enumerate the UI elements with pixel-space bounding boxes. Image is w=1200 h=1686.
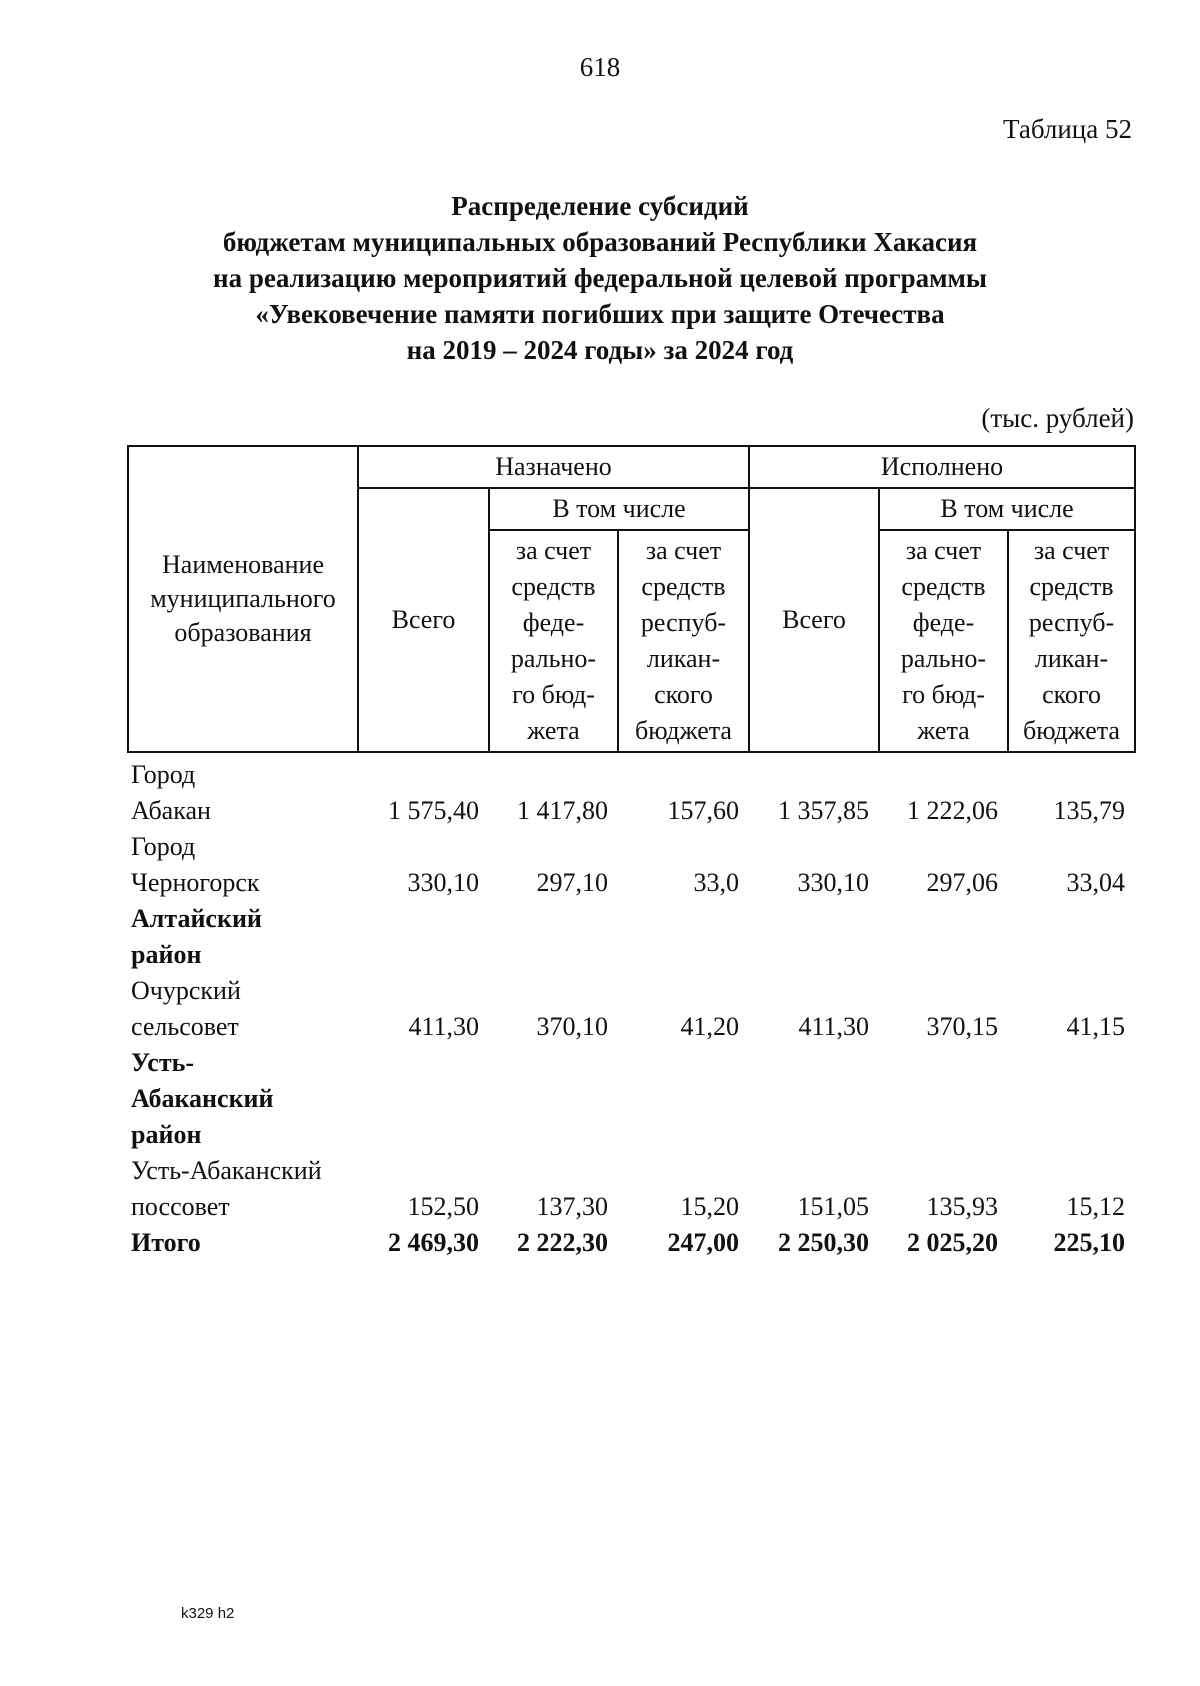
header-executed-including: В том числе: [879, 488, 1135, 530]
header-line: го бюд-: [512, 680, 595, 709]
row-name-line: Алтайский: [131, 904, 262, 933]
cell-executed-federal: 1 222,06: [907, 796, 998, 825]
header-assigned-republic: [618, 530, 749, 752]
footer-code: k329 h2: [181, 1605, 235, 1622]
header-line: го бюд-: [902, 680, 985, 709]
row-name-line: Абакан: [131, 796, 211, 825]
header-executed-federal: [879, 530, 1008, 752]
cell-executed-republic: 15,12: [1066, 1192, 1126, 1221]
header-line: ликан-: [1034, 644, 1109, 673]
cell-executed-total: 151,05: [797, 1192, 869, 1221]
cell-assigned-federal: 370,10: [536, 1012, 608, 1041]
cell-assigned-federal: [489, 1045, 618, 1153]
cell-assigned-federal: 1 417,80: [517, 796, 608, 825]
header-line: средств: [1029, 572, 1114, 601]
row-name-line: Итого: [131, 1228, 201, 1257]
table-row: [128, 752, 1135, 829]
page-number: 618: [579, 52, 621, 82]
cell-assigned-republic: [618, 1045, 749, 1153]
cell-assigned-federal: 297,10: [536, 868, 608, 897]
cell-executed-total: 1 357,85: [778, 796, 869, 825]
cell-executed-federal: [879, 901, 1008, 973]
cell-executed-total: 330,10: [797, 868, 869, 897]
cell-assigned-federal: [489, 901, 618, 973]
header-line: бюджета: [1023, 716, 1120, 745]
cell-assigned-total: 1 575,40: [388, 796, 479, 825]
cell-assigned-total: 411,30: [408, 1012, 479, 1041]
header-line: жета: [527, 716, 580, 745]
title-line: на 2019 – 2024 годы» за 2024 год: [406, 335, 794, 365]
row-name-line: Усть-: [131, 1048, 194, 1077]
header-executed-total: Всего: [749, 488, 879, 752]
cell-assigned-republic: [618, 901, 749, 973]
header-line: за счет: [515, 536, 592, 565]
header-name-line: Наименование: [162, 550, 324, 579]
cell-executed-federal: 297,06: [926, 868, 998, 897]
header-line: респуб-: [640, 608, 727, 637]
row-name: [128, 829, 358, 901]
cell-executed-total: [749, 1045, 879, 1153]
cell-assigned-republic: 15,20: [680, 1192, 739, 1221]
header-line: феде-: [912, 608, 975, 637]
row-name: [128, 1153, 358, 1225]
cell-assigned-federal: 137,30: [536, 1192, 608, 1221]
table-row-total: [128, 1225, 1135, 1261]
cell-executed-republic: 41,15: [1066, 1012, 1126, 1041]
title-line: на реализацию мероприятий федеральной целевой программы: [213, 263, 987, 293]
row-name: [128, 752, 358, 829]
row-name-line: поссовет: [131, 1192, 230, 1221]
header-assigned: Назначено: [358, 446, 749, 488]
cell-executed-republic: [1008, 1045, 1135, 1153]
row-name: [128, 1045, 358, 1153]
table-row: [128, 973, 1135, 1045]
row-name: [128, 901, 358, 973]
cell-assigned-total: 2 469,30: [388, 1228, 479, 1257]
header-name: [128, 446, 358, 752]
table-row: [128, 1153, 1135, 1225]
units-label: (тыс. рублей): [981, 403, 1134, 433]
header-executed-republic: [1008, 530, 1135, 752]
title-line: Распределение субсидий: [451, 191, 749, 221]
title-line: «Увековечение памяти погибших при защите Отечества: [255, 299, 945, 329]
table-row: [128, 829, 1135, 901]
row-name-line: Черногорск: [131, 868, 260, 897]
header-line: рально-: [510, 644, 597, 673]
row-name: [128, 1225, 358, 1261]
cell-executed-federal: 370,15: [926, 1012, 998, 1041]
cell-executed-federal: 2 025,20: [907, 1228, 998, 1257]
cell-assigned-total: 330,10: [407, 868, 479, 897]
table-row-district: [128, 1045, 1135, 1153]
header-line: средств: [901, 572, 986, 601]
cell-executed-republic: 33,04: [1066, 868, 1126, 897]
cell-executed-republic: 135,79: [1053, 796, 1126, 825]
header-executed: Исполнено: [749, 446, 1135, 488]
cell-executed-total: 411,30: [798, 1012, 869, 1041]
row-name-line: Очурский: [131, 976, 241, 1005]
cell-assigned-republic: 41,20: [680, 1012, 739, 1041]
row-name-line: Город: [131, 760, 196, 789]
header-assigned-including: В том числе: [489, 488, 749, 530]
cell-assigned-total: 152,50: [407, 1192, 479, 1221]
row-name-line: Абаканский: [131, 1084, 274, 1113]
cell-assigned-total: [358, 901, 489, 973]
header-line: рально-: [900, 644, 987, 673]
cell-assigned-republic: 247,00: [667, 1228, 739, 1257]
header-line: за счет: [645, 536, 722, 565]
row-name-line: Усть-Абаканский: [131, 1156, 322, 1185]
header-assigned-federal: [489, 530, 618, 752]
header-line: за счет: [1033, 536, 1110, 565]
header-line: ского: [654, 680, 713, 709]
header-line: ского: [1042, 680, 1101, 709]
cell-executed-total: [749, 901, 879, 973]
row-name: [128, 973, 358, 1045]
page-title: [0, 188, 1200, 368]
subsidy-table: [127, 445, 1136, 1261]
header-line: жета: [917, 716, 970, 745]
cell-executed-republic: [1008, 901, 1135, 973]
header-assigned-total: Всего: [358, 488, 489, 752]
header-line: средств: [511, 572, 596, 601]
cell-executed-total: 2 250,30: [778, 1228, 869, 1257]
cell-executed-federal: [879, 1045, 1008, 1153]
header-line: за счет: [905, 536, 982, 565]
cell-assigned-federal: 2 222,30: [517, 1228, 608, 1257]
header-line: феде-: [522, 608, 585, 637]
cell-executed-federal: 135,93: [926, 1192, 998, 1221]
row-name-line: Город: [131, 832, 196, 861]
cell-assigned-republic: 33,0: [693, 868, 739, 897]
table-row-district: [128, 901, 1135, 973]
header-line: респуб-: [1028, 608, 1115, 637]
cell-executed-republic: 225,10: [1053, 1228, 1126, 1257]
header-name-line: муниципального: [150, 584, 336, 613]
title-line: бюджетам муниципальных образований Республики Хакасия: [222, 227, 978, 257]
cell-assigned-republic: 157,60: [667, 796, 739, 825]
row-name-line: район: [131, 940, 202, 969]
row-name-line: район: [131, 1120, 202, 1149]
cell-assigned-total: [358, 1045, 489, 1153]
table-label: Таблица 52: [1003, 114, 1132, 144]
header-line: бюджета: [635, 716, 732, 745]
header-line: средств: [641, 572, 726, 601]
row-name-line: сельсовет: [131, 1012, 239, 1041]
header-name-line: образования: [174, 618, 312, 647]
header-line: ликан-: [646, 644, 721, 673]
